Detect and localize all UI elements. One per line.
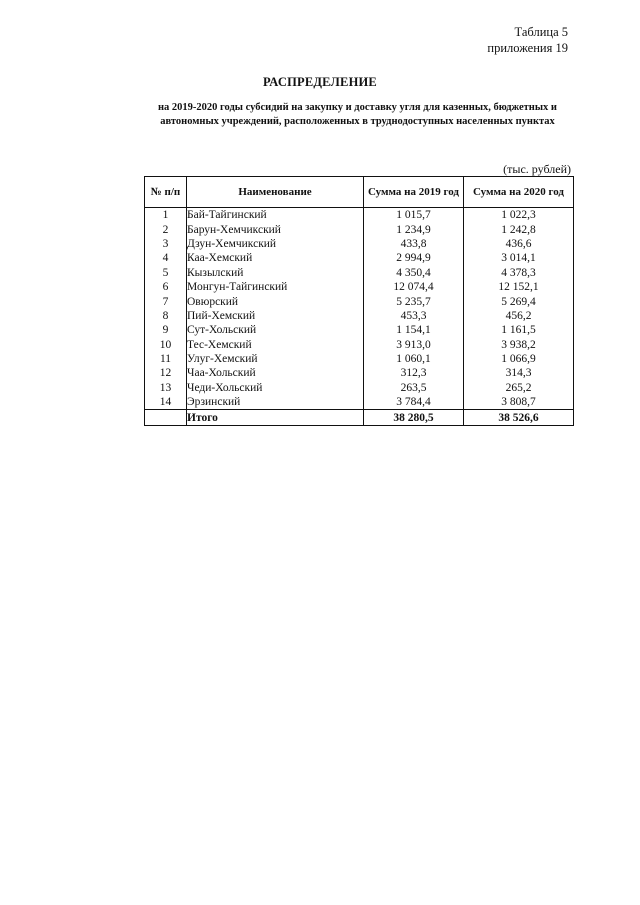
header-num: № п/п bbox=[145, 177, 187, 208]
row-sum-2020: 4 378,3 bbox=[464, 266, 574, 280]
row-name: Сут-Хольский bbox=[187, 323, 364, 337]
table-row bbox=[145, 266, 574, 280]
row-name: Каа-Хемский bbox=[187, 251, 364, 265]
total-sum-2020: 38 526,6 bbox=[464, 410, 574, 426]
table-row bbox=[145, 395, 574, 410]
table-row bbox=[145, 323, 574, 337]
table-header-row bbox=[145, 177, 574, 208]
header-name: Наименование bbox=[187, 177, 364, 208]
row-name: Овюрский bbox=[187, 294, 364, 308]
row-sum-2019: 1 060,1 bbox=[364, 352, 464, 366]
total-row bbox=[145, 410, 574, 426]
row-name: Тес-Хемский bbox=[187, 338, 364, 352]
row-name: Кызылский bbox=[187, 266, 364, 280]
row-name: Улуг-Хемский bbox=[187, 352, 364, 366]
header-sum-2019: Сумма на 2019 год bbox=[364, 177, 464, 208]
row-number: 14 bbox=[145, 395, 187, 410]
table-row bbox=[145, 251, 574, 265]
table-row bbox=[145, 237, 574, 251]
table-body bbox=[145, 208, 574, 426]
table-row bbox=[145, 338, 574, 352]
row-name: Чеди-Хольский bbox=[187, 381, 364, 395]
row-number: 6 bbox=[145, 280, 187, 294]
row-sum-2019: 263,5 bbox=[364, 381, 464, 395]
row-sum-2019: 4 350,4 bbox=[364, 266, 464, 280]
row-number: 4 bbox=[145, 251, 187, 265]
row-sum-2020: 12 152,1 bbox=[464, 280, 574, 294]
distribution-table bbox=[144, 176, 574, 426]
row-number: 12 bbox=[145, 366, 187, 380]
row-number: 8 bbox=[145, 309, 187, 323]
row-name: Дзун-Хемчикский bbox=[187, 237, 364, 251]
row-number: 11 bbox=[145, 352, 187, 366]
row-sum-2019: 12 074,4 bbox=[364, 280, 464, 294]
row-sum-2020: 1 161,5 bbox=[464, 323, 574, 337]
row-number: 9 bbox=[145, 323, 187, 337]
row-name: Бай-Тайгинский bbox=[187, 208, 364, 223]
table-row bbox=[145, 208, 574, 223]
row-name: Монгун-Тайгинский bbox=[187, 280, 364, 294]
total-num-cell bbox=[145, 410, 187, 426]
row-number: 2 bbox=[145, 222, 187, 236]
row-name: Барун-Хемчикский bbox=[187, 222, 364, 236]
row-sum-2020: 3 014,1 bbox=[464, 251, 574, 265]
row-sum-2019: 1 234,9 bbox=[364, 222, 464, 236]
table-row bbox=[145, 366, 574, 380]
row-sum-2019: 453,3 bbox=[364, 309, 464, 323]
row-sum-2019: 3 784,4 bbox=[364, 395, 464, 410]
total-sum-2019: 38 280,5 bbox=[364, 410, 464, 426]
row-sum-2020: 436,6 bbox=[464, 237, 574, 251]
row-number: 1 bbox=[145, 208, 187, 223]
table-row bbox=[145, 280, 574, 294]
row-number: 7 bbox=[145, 294, 187, 308]
row-name: Пий-Хемский bbox=[187, 309, 364, 323]
table-number: Таблица 5 bbox=[514, 25, 568, 39]
row-sum-2020: 3 808,7 bbox=[464, 395, 574, 410]
table-row bbox=[145, 222, 574, 236]
row-sum-2019: 3 913,0 bbox=[364, 338, 464, 352]
row-sum-2019: 2 994,9 bbox=[364, 251, 464, 265]
table-row bbox=[145, 294, 574, 308]
row-number: 13 bbox=[145, 381, 187, 395]
header-sum-2020: Сумма на 2020 год bbox=[464, 177, 574, 208]
row-number: 3 bbox=[145, 237, 187, 251]
table-row bbox=[145, 352, 574, 366]
row-sum-2019: 433,8 bbox=[364, 237, 464, 251]
row-sum-2020: 456,2 bbox=[464, 309, 574, 323]
document-reference bbox=[487, 24, 568, 56]
document-subtitle: на 2019-2020 годы субсидий на закупку и доставку угля для казенных, бюджетных и автономных учреждений, расположенных в труднодоступных населенных пунктах bbox=[158, 102, 557, 127]
row-number: 5 bbox=[145, 266, 187, 280]
row-name: Эрзинский bbox=[187, 395, 364, 410]
document-title: РАСПРЕДЕЛЕНИЕ bbox=[263, 75, 377, 89]
row-sum-2019: 1 154,1 bbox=[364, 323, 464, 337]
row-sum-2019: 312,3 bbox=[364, 366, 464, 380]
row-sum-2020: 265,2 bbox=[464, 381, 574, 395]
row-number: 10 bbox=[145, 338, 187, 352]
row-sum-2020: 314,3 bbox=[464, 366, 574, 380]
row-name: Чаа-Хольский bbox=[187, 366, 364, 380]
total-label: Итого bbox=[187, 410, 364, 426]
table-row bbox=[145, 309, 574, 323]
row-sum-2020: 3 938,2 bbox=[464, 338, 574, 352]
table-row bbox=[145, 381, 574, 395]
row-sum-2020: 5 269,4 bbox=[464, 294, 574, 308]
row-sum-2020: 1 242,8 bbox=[464, 222, 574, 236]
row-sum-2019: 1 015,7 bbox=[364, 208, 464, 223]
units-label: (тыс. рублей) bbox=[503, 162, 571, 176]
row-sum-2020: 1 066,9 bbox=[464, 352, 574, 366]
row-sum-2019: 5 235,7 bbox=[364, 294, 464, 308]
row-sum-2020: 1 022,3 bbox=[464, 208, 574, 223]
appendix-reference: приложения 19 bbox=[487, 41, 568, 55]
